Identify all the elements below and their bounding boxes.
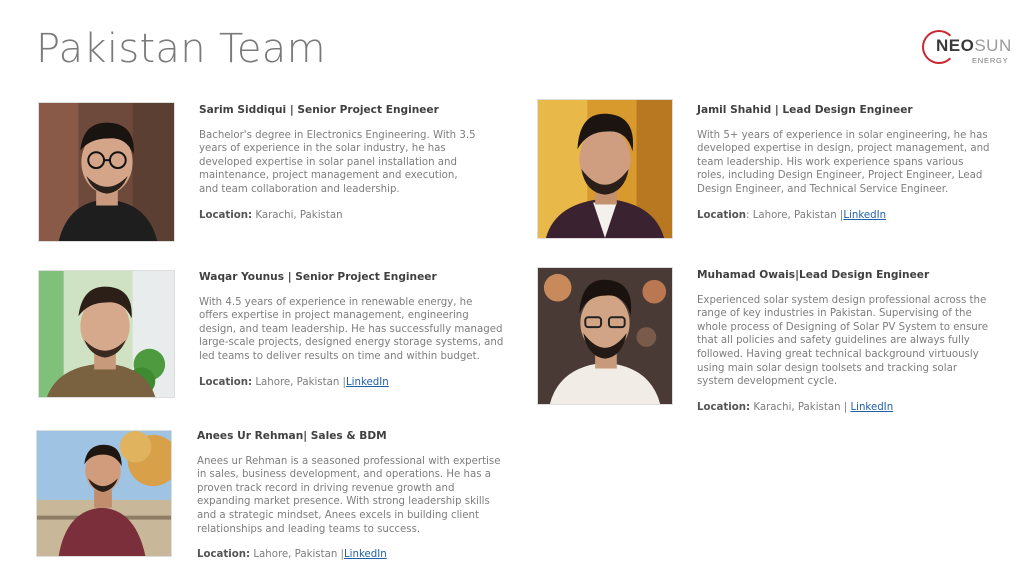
member-bio: With 4.5 years of experience in renewable energy, he offers expertise in project management, engineering design, and team leadership. He has successfully managed large-scale projects, designed energy storage systems, and led teams to deliver results on time and within budget. [199, 296, 504, 362]
member-bio: Anees ur Rehman is a seasoned professional with expertise in sales, business development, and operations. He has a proven track record in driving revenue growth and expanding market presence. With strong leadership skills and a strategic mindset, Anees excels in building client relationships and leading teams to success. [197, 455, 501, 535]
member-info [199, 104, 479, 222]
member-photo [36, 430, 172, 557]
location-label: Location: [697, 401, 751, 413]
member-info [697, 269, 997, 414]
member-location [697, 401, 997, 415]
location-value: Lahore, Pakistan | [250, 549, 344, 561]
linkedin-link[interactable]: LinkedIn [345, 376, 389, 388]
logo-sun: SUN [974, 36, 1012, 55]
location-label: Location: [199, 376, 253, 388]
member-info [697, 104, 993, 222]
linkedin-link[interactable]: LinkedIn [843, 209, 887, 221]
member-bio: Bachelor's degree in Electronics Engineering. With 3.5 years of experience in the solar industry, he has developed expertise in solar panel installation and maintenance, project management and execution, and team collaboration and leadership. [199, 129, 476, 195]
member-bio: With 5+ years of experience in solar engineering, he has developed expertise in design, project management, and team leadership. His work experience spans various roles, including Design Engineer, Project Engineer, Lead Design Engineer, and Technical Service Engineer. [697, 129, 990, 195]
member-name: Jamil Shahid | Lead Design Engineer [697, 104, 913, 116]
location-value: Lahore, Pakistan | [252, 376, 346, 388]
member-bio: Experienced solar system design professional across the range of key industries in Pakistan. Supervising of the whole process of Designing of Solar PV System to ensure that all policies and safety guidelines are always fully followed. Having great technical background virtuously using main solar design toolsets and tracking solar system development cycle. [697, 294, 988, 388]
member-name: Sarim Siddiqui | Senior Project Engineer [199, 104, 439, 116]
location-label: Location [697, 209, 747, 221]
logo-subtitle: ENERGY [972, 56, 1009, 65]
member-location [199, 209, 479, 223]
member-location [199, 376, 504, 390]
member-name: Muhamad Owais|Lead Design Engineer [697, 269, 930, 281]
logo-neo: NEO [936, 36, 975, 55]
logo-wordmark [936, 36, 1012, 56]
member-name: Anees Ur Rehman| Sales & BDM [197, 430, 387, 442]
member-info [197, 430, 509, 562]
member-location [697, 209, 993, 223]
member-location [197, 548, 509, 562]
location-value: : Lahore, Pakistan | [746, 209, 844, 221]
member-info [199, 271, 504, 389]
member-photo [537, 99, 673, 239]
location-value: Karachi, Pakistan [252, 209, 343, 221]
page-title: Pakistan Team [36, 26, 326, 72]
linkedin-link[interactable]: LinkedIn [343, 549, 387, 561]
member-photo [38, 270, 175, 398]
linkedin-link[interactable]: LinkedIn [850, 401, 894, 413]
member-photo [537, 267, 673, 405]
location-label: Location: [199, 209, 253, 221]
neosun-energy-logo [922, 30, 1012, 66]
member-photo [38, 102, 175, 242]
location-value: Karachi, Pakistan | [750, 401, 851, 413]
location-label: Location: [197, 549, 251, 561]
member-name: Waqar Younus | Senior Project Engineer [199, 271, 437, 283]
